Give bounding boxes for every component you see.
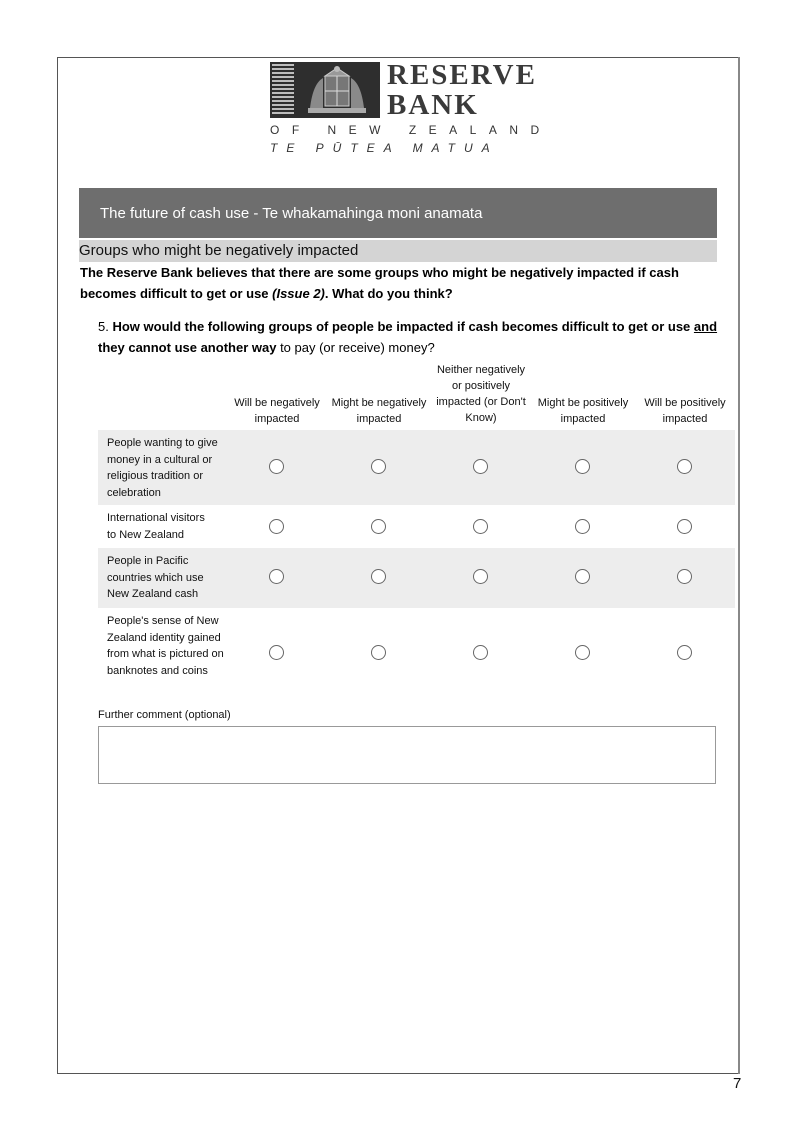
radio-might-negative[interactable] — [371, 645, 386, 660]
question-text-plain: to pay (or receive) money? — [280, 340, 435, 355]
radio-will-positive[interactable] — [677, 645, 692, 660]
column-header-neither: Neither negatively or positively impacted (or Don't Know) — [436, 364, 526, 424]
radio-will-negative[interactable] — [269, 519, 284, 534]
radio-might-positive[interactable] — [575, 569, 590, 584]
section-title: Groups who might be negatively impacted — [79, 240, 717, 262]
comment-textarea[interactable] — [98, 726, 716, 784]
table-row — [98, 548, 735, 608]
table-row — [98, 505, 735, 548]
radio-might-negative[interactable] — [371, 569, 386, 584]
question-number: 5. — [98, 319, 109, 334]
question-text-bold2: they cannot use another way — [98, 340, 277, 355]
question-5 — [98, 316, 728, 358]
row-label: International visitors to New Zealand — [107, 512, 205, 541]
logo-subtitle-maori: TE PŪTEA MATUA — [270, 141, 499, 155]
column-header-might-negative: Might be negatively impacted — [331, 397, 427, 425]
radio-will-negative[interactable] — [269, 569, 284, 584]
logo-stripes — [272, 64, 294, 116]
column-header-might-positive: Might be positively impacted — [537, 397, 629, 425]
banner-title: The future of cash use - Te whakamahinga moni anamata — [100, 205, 483, 222]
page-number: 7 — [733, 1075, 742, 1092]
radio-neither[interactable] — [473, 645, 488, 660]
section-intro — [80, 262, 710, 304]
logo-word-reserve: RESERVE — [387, 59, 537, 91]
radio-might-negative[interactable] — [371, 519, 386, 534]
radio-will-positive[interactable] — [677, 569, 692, 584]
row-label: People's sense of New Zealand identity gained from what is pictured on banknotes and coins — [107, 615, 224, 677]
radio-might-positive[interactable] — [575, 645, 590, 660]
question-text-bold: How would the following groups of people be impacted if cash becomes difficult to get or use — [112, 319, 691, 334]
survey-banner — [79, 188, 717, 238]
row-label: People wanting to give money in a cultural or religious tradition or celebration — [107, 437, 218, 499]
radio-might-positive[interactable] — [575, 519, 590, 534]
crest-icon — [302, 64, 372, 116]
page-frame-edge — [738, 57, 740, 1074]
column-header-will-negative: Will be negatively impacted — [234, 397, 320, 425]
table-row — [98, 608, 735, 700]
logo-word-bank: BANK — [387, 89, 479, 121]
radio-might-negative[interactable] — [371, 459, 386, 474]
intro-issue: (Issue 2) — [272, 286, 325, 301]
intro-text-b: . What do you think? — [324, 286, 453, 301]
reserve-bank-logo — [270, 59, 552, 162]
question-text-and: and — [693, 319, 718, 334]
comment-label: Further comment (optional) — [98, 709, 231, 721]
radio-will-negative[interactable] — [269, 459, 284, 474]
intro-text-a: The Reserve Bank believes that there are some groups who might be negatively impacted if cash becomes difficult to get or use — [80, 265, 679, 301]
radio-will-negative[interactable] — [269, 645, 284, 660]
column-header-will-positive: Will be positively impacted — [644, 397, 726, 425]
radio-neither[interactable] — [473, 569, 488, 584]
radio-will-positive[interactable] — [677, 459, 692, 474]
logo-emblem — [270, 62, 380, 118]
radio-will-positive[interactable] — [677, 519, 692, 534]
row-label: People in Pacific countries which use New Zealand cash — [107, 555, 204, 600]
radio-might-positive[interactable] — [575, 459, 590, 474]
table-row — [98, 430, 735, 505]
radio-neither[interactable] — [473, 519, 488, 534]
radio-neither[interactable] — [473, 459, 488, 474]
logo-subtitle-english: OF NEW ZEALAND — [270, 123, 552, 137]
